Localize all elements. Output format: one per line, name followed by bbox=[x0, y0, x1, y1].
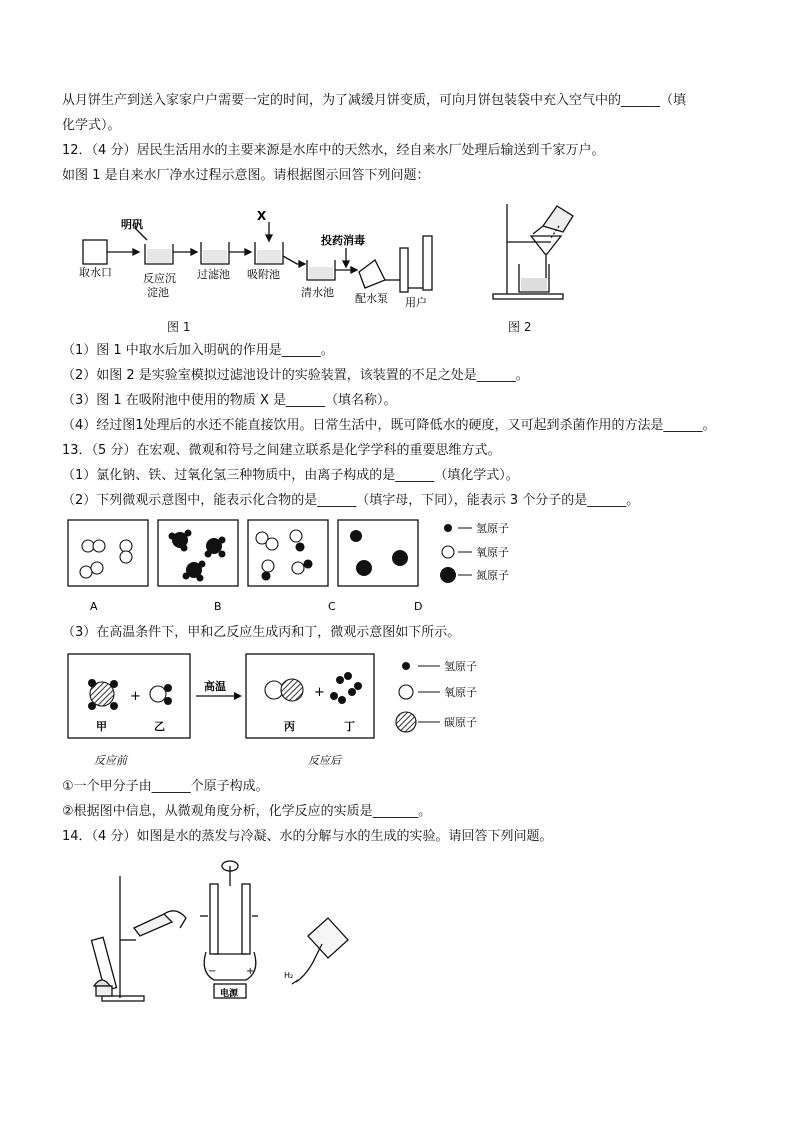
question-12-1: （1）图 1 中取水后加入明矾的作用是______。 bbox=[62, 343, 334, 358]
label-a: A bbox=[90, 600, 98, 613]
fig1-clear-label: 清水池 bbox=[301, 286, 334, 299]
legend-nitrogen: 氮原子 bbox=[476, 569, 509, 582]
label-d: D bbox=[414, 600, 423, 613]
label-bing: 丙 bbox=[284, 720, 295, 733]
label-before: 反应前 bbox=[94, 754, 127, 767]
question-13-3: （3）在高温条件下，甲和乙反应生成丙和丁，微观示意图如下所示。 bbox=[62, 625, 461, 640]
question-13: 13．（5 分）在宏观、微观和符号之间建立联系是化学学科的重要思维方式。 bbox=[62, 443, 501, 458]
figure-14-water-experiments bbox=[80, 856, 380, 1004]
minus-label: − bbox=[208, 966, 217, 977]
fig1-disinfect-label: 投药消毒 bbox=[321, 234, 365, 247]
legend-hydrogen: 氢原子 bbox=[444, 660, 477, 673]
label-ding: 丁 bbox=[344, 720, 355, 733]
text-line: 化学式）。 bbox=[62, 118, 121, 133]
figure-1-water-plant bbox=[75, 200, 475, 318]
question-14: 14．（4 分）如图是水的蒸发与冷凝、水的分解与水的生成的实验。请回答下列问题。 bbox=[62, 829, 553, 844]
legend-hydrogen: 氢原子 bbox=[476, 522, 509, 535]
plus-sign: + bbox=[314, 685, 325, 700]
figure-13-particles bbox=[62, 514, 532, 616]
legend-oxygen: 氧原子 bbox=[476, 546, 509, 559]
plus-label: + bbox=[246, 966, 255, 977]
label-yi: 乙 bbox=[154, 720, 165, 733]
label-jia: 甲 bbox=[96, 720, 107, 733]
question-13-3-2: ②根据图中信息，从微观角度分析，化学反应的实质是_______。 bbox=[62, 804, 432, 819]
figure-1-caption: 图 1 bbox=[167, 320, 191, 334]
figure-2-filtration bbox=[485, 198, 590, 304]
text-line: 如图 1 是自来水厂净水过程示意图。请根据图示回答下列问题： bbox=[62, 168, 430, 183]
plus-sign: + bbox=[130, 689, 141, 704]
reaction-condition: 高温 bbox=[204, 680, 226, 693]
question-13-3-1: ①一个甲分子由______个原子构成。 bbox=[62, 779, 269, 794]
question-12-3: （3）图 1 在吸附池中使用的物质 X 是______（填名称）。 bbox=[62, 393, 397, 408]
question-13-1: （1）氯化钠、铁、过氧化氢三种物质中，由离子构成的是______（填化学式）。 bbox=[62, 468, 519, 483]
fig1-react-label-2: 淀池 bbox=[147, 286, 169, 299]
fig1-intake-label: 取水口 bbox=[79, 266, 112, 279]
h2-label: H₂ bbox=[284, 971, 294, 980]
fig1-x-label: X bbox=[257, 209, 267, 223]
power-label: 电源 bbox=[220, 989, 239, 999]
fig1-pump-label: 配水泵 bbox=[355, 292, 388, 305]
fig1-user-label: 用户 bbox=[405, 296, 427, 309]
fig1-adsorb-label: 吸附池 bbox=[247, 268, 280, 281]
question-13-2: （2）下列微观示意图中，能表示化合物的是______（填字母，下同），能表示 3 个分子的是______。 bbox=[62, 493, 640, 508]
fig1-alum-label: 明矾 bbox=[121, 218, 143, 231]
legend-oxygen: 氧原子 bbox=[444, 686, 477, 699]
question-12: 12．（4 分）居民生活用水的主要来源是水库中的天然水，经自来水厂处理后输送到千家万户。 bbox=[62, 143, 605, 158]
label-b: B bbox=[214, 600, 222, 613]
label-after: 反应后 bbox=[308, 754, 341, 767]
legend-carbon: 碳原子 bbox=[444, 716, 477, 729]
label-c: C bbox=[328, 600, 336, 613]
question-12-4: （4）经过图1处理后的水还不能直接饮用。日常生活中，既可降低水的硬度，又可起到杀菌作用的方法是______。 bbox=[62, 418, 716, 433]
fig1-filter-label: 过滤池 bbox=[197, 268, 230, 281]
figure-2-caption: 图 2 bbox=[508, 320, 532, 334]
figure-13-reaction bbox=[62, 650, 502, 770]
text-line: 从月饼生产到送入家家户户需要一定的时间，为了减缓月饼变质，可向月饼包装袋中充入空气中的______（填 bbox=[62, 93, 687, 108]
fig1-react-label-1: 反应沉 bbox=[143, 272, 176, 285]
question-12-2: （2）如图 2 是实验室模拟过滤池设计的实验装置，该装置的不足之处是______。 bbox=[62, 368, 529, 383]
